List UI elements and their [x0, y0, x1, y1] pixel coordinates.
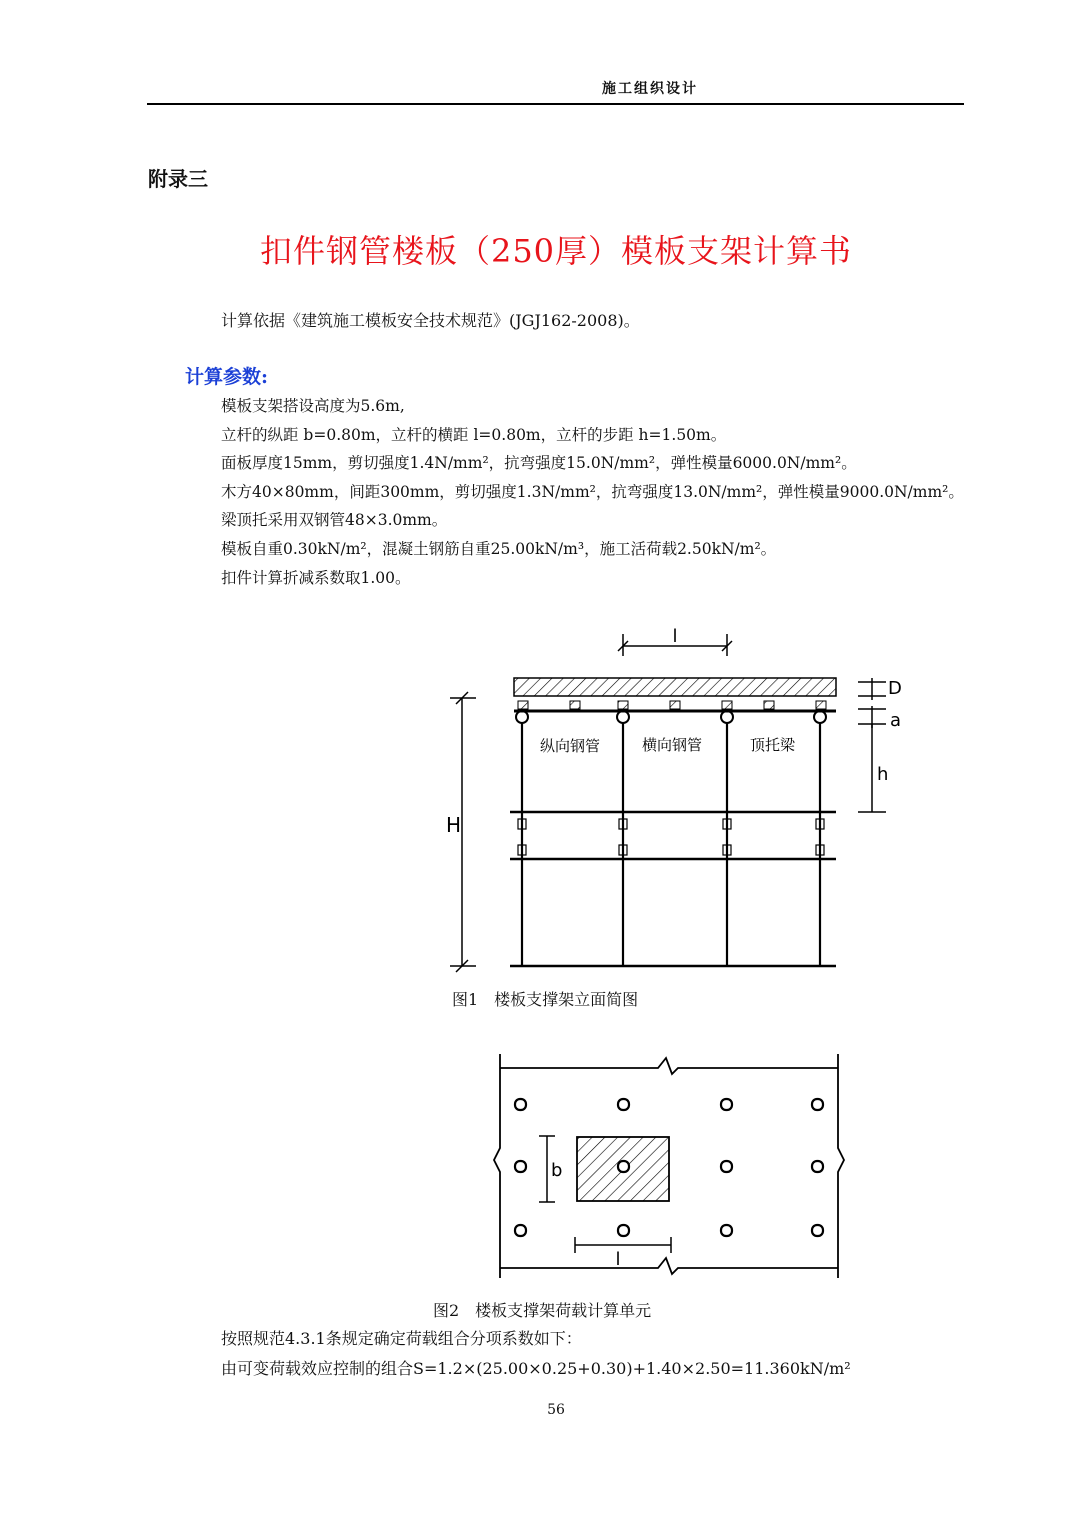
param-top-beam: 梁顶托采用双钢管48×3.0mm。	[221, 511, 448, 530]
label-l2: l	[615, 1249, 621, 1270]
param-height: 模板支架搭设高度为5.6m,	[221, 397, 405, 415]
dimension-right	[858, 678, 889, 812]
slab	[514, 678, 836, 696]
load-combination-formula: 由可变荷载效应控制的组合S=1.2×(25.00×0.25+0.30)+1.40×2.50=11.360kN/m²	[221, 1359, 851, 1378]
uprights	[522, 723, 820, 966]
param-loads: 模板自重0.30kN/m²，混凝土钢筋自重25.00kN/m³，施工活荷载2.50kN/m²。	[221, 539, 777, 558]
param-panel: 面板厚度15mm，剪切强度1.4N/mm²，抗弯强度15.0N/mm²，弹性模量6000.0N/mm²。	[221, 454, 857, 473]
load-rule-text: 按照规范4.3.1条规定确定荷载组合分项系数如下：	[221, 1329, 582, 1348]
label-b: b	[551, 1160, 563, 1181]
appendix-label: 附录三	[148, 167, 208, 191]
label-h: h	[877, 764, 889, 785]
couplers	[518, 819, 824, 855]
timber-battens	[518, 701, 826, 709]
ledgers	[510, 812, 836, 966]
label-D: D	[888, 678, 902, 699]
figure-1-caption: 图1 楼板支撑架立面简图	[452, 990, 639, 1009]
top-supports	[516, 711, 826, 723]
param-reduction: 扣件计算折减系数取1.00。	[221, 568, 411, 587]
label-top-beam: 顶托梁	[750, 736, 796, 754]
param-timber: 木方40×80mm，间距300mm，剪切强度1.3N/mm²，抗弯强度13.0N/mm²，弹性模量9000.0N/mm²。	[221, 482, 964, 501]
figure-2-plan-diagram	[490, 1048, 850, 1288]
label-a: a	[890, 710, 902, 731]
param-spacing: 立杆的纵距 b=0.80m，立杆的横距 l=0.80m，立杆的步距 h=1.50m。	[221, 425, 727, 444]
section-heading: 计算参数:	[185, 366, 269, 388]
label-H: H	[446, 813, 462, 837]
page-number: 56	[547, 1402, 565, 1418]
dimension-l	[618, 626, 732, 656]
calculation-basis: 计算依据《建筑施工模板安全技术规范》(JGJ162-2008)。	[221, 311, 640, 330]
figure-1-elevation-diagram	[440, 620, 920, 980]
label-transverse-tube: 横向钢管	[642, 736, 703, 754]
running-header: 施工组织设计	[602, 81, 698, 97]
document-title: 扣件钢管楼板（250厚）模板支架计算书	[259, 232, 853, 270]
parameter-list	[221, 392, 964, 592]
figure-2-caption: 图2 楼板支撑架荷载计算单元	[433, 1301, 652, 1320]
label-l: l	[672, 626, 678, 647]
header-rule	[147, 103, 964, 105]
label-longitudinal-tube: 纵向钢管	[540, 737, 601, 755]
dimension-l2	[575, 1237, 671, 1253]
